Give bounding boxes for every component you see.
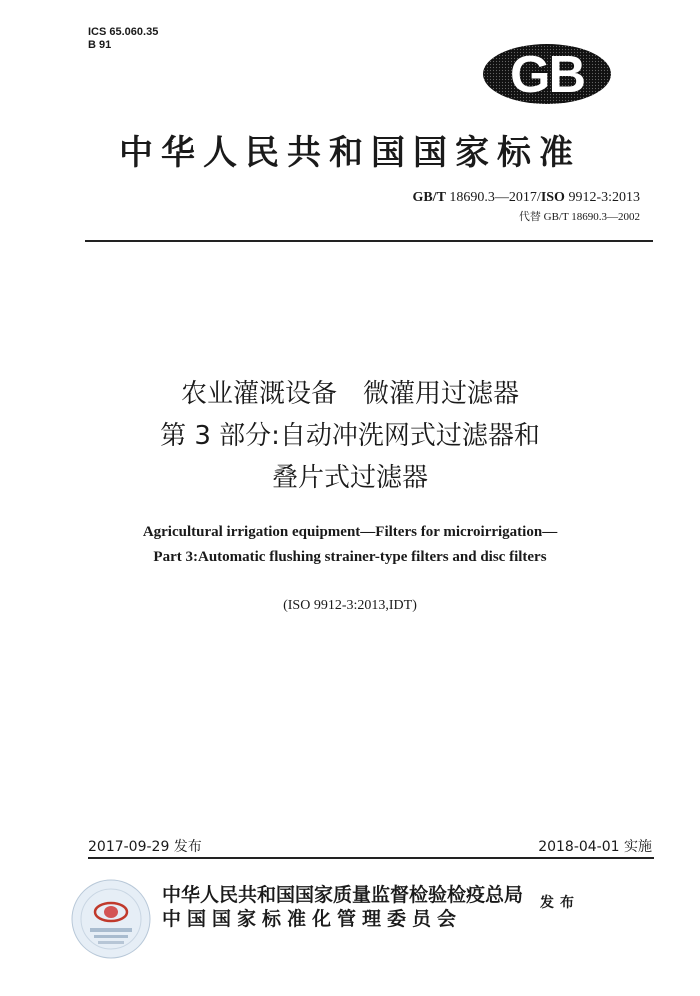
- standard-prefix-gb: GB/T: [412, 190, 446, 205]
- standard-number: [412, 190, 640, 206]
- standard-prefix-iso: ISO: [540, 190, 565, 205]
- ccs-code: B 91: [88, 39, 112, 51]
- publish-label: 发布: [540, 895, 580, 911]
- chinese-title-line-1: 农业灌溉设备 微灌用过滤器: [180, 379, 519, 409]
- iso-reference: (ISO 9912-3:2013,IDT): [283, 598, 417, 613]
- publisher-org-2: 中国国家标准化管理委员会: [162, 908, 463, 930]
- implement-date: 2018-04-01 实施: [538, 839, 652, 855]
- publisher-org-1: 中华人民共和国国家质量监督检验检疫总局: [162, 884, 524, 906]
- gb-logo: [480, 42, 614, 106]
- standard-number-gb: 18690.3—2017/: [445, 190, 541, 205]
- replaces-note: 代替 GB/T 18690.3—2002: [518, 211, 640, 223]
- anti-counterfeit-seal-icon: [70, 878, 152, 960]
- english-title-line-2: Part 3:Automatic flushing strainer-type filters and disc filters: [153, 549, 547, 565]
- publish-date: 2017-09-29 发布: [88, 839, 202, 855]
- gb-logo-text: GB: [510, 46, 584, 104]
- chinese-title-line-3: 叠片式过滤器: [271, 463, 428, 493]
- chinese-title-line-2: 第 3 部分:自动冲洗网式过滤器和: [160, 421, 540, 451]
- top-divider: [85, 240, 653, 242]
- ics-code: ICS 65.060.35: [88, 26, 159, 38]
- standard-number-iso: 9912-3:2013: [564, 190, 640, 205]
- english-title-line-1: Agricultural irrigation equipment—Filters for microirrigation—: [142, 524, 558, 540]
- main-title: 中华人民共和国国家标准: [119, 133, 581, 173]
- bottom-divider: [88, 857, 654, 859]
